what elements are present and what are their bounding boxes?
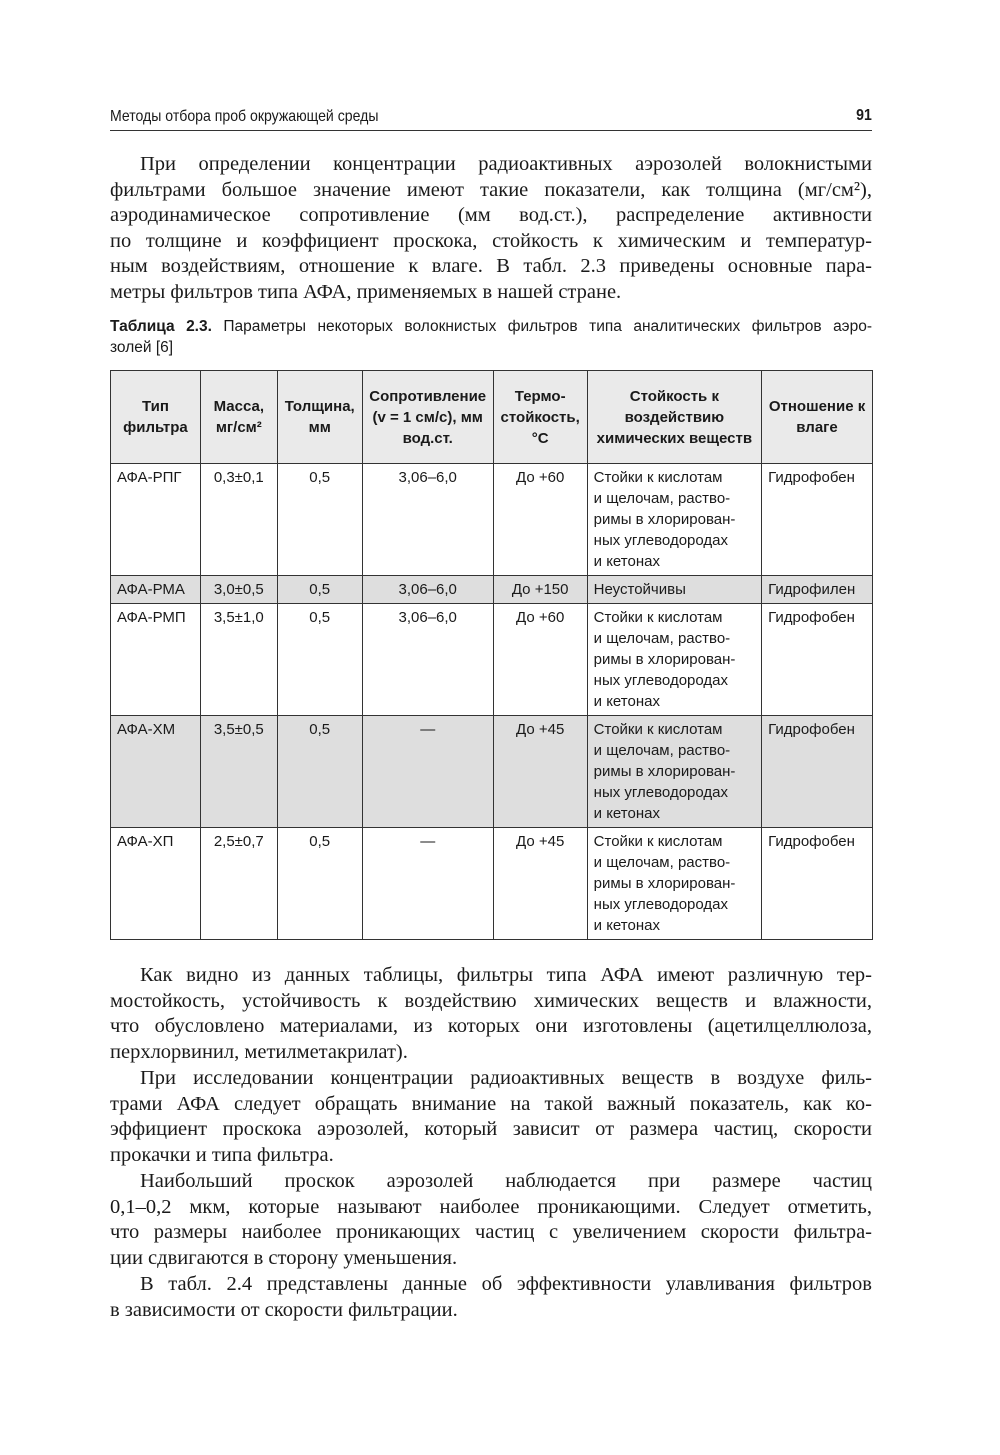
cell-line: римы в хлорирован- — [593, 511, 736, 528]
cell-type: АФА-ХП — [111, 828, 201, 940]
column-header: Стойкость к воздействию химических веществ — [587, 371, 761, 464]
cell-line: Стойки к кислотам — [593, 721, 723, 738]
intro-paragraph — [110, 152, 872, 306]
cell-moisture: Гидрофобен — [762, 604, 873, 716]
cell-resistance: 3,06–6,0 — [362, 464, 493, 576]
cell-line: ных углеводородах — [593, 896, 728, 913]
text-line: При исследовании концентрации радиоактивных веществ в воздухе филь- — [140, 1067, 872, 1089]
text-line: что размеры наиболее проникающих частиц с увеличением скорости фильтра- — [110, 1221, 872, 1244]
cell-chem — [587, 716, 761, 828]
cell-resistance: 3,06–6,0 — [362, 604, 493, 716]
cell-chem — [587, 604, 761, 716]
cell-chem — [587, 576, 761, 604]
text-line: по толщине и коэффициент проскока, стойкость к химическим и температур- — [110, 229, 872, 252]
text-line: трами АФА следует обращать внимание на такой важный показатель, как ко- — [110, 1092, 872, 1115]
cell-resistance: — — [362, 828, 493, 940]
cell-thermo: До +60 — [493, 464, 587, 576]
cell-line: Стойки к кислотам — [593, 609, 723, 626]
cell-line: ных углеводородах — [593, 672, 728, 689]
column-header: Термо- стойкость, °C — [493, 371, 587, 464]
column-header: Тип фильтра — [111, 371, 201, 464]
cell-moisture: Гидрофобен — [762, 828, 873, 940]
caption-label: Таблица 2.3. — [110, 318, 212, 335]
cell-type: АФА-РПГ — [111, 464, 201, 576]
cell-moisture: Гидрофобен — [762, 716, 873, 828]
column-header: Толщина, мм — [277, 371, 362, 464]
cell-line: и кетонах — [593, 917, 660, 934]
text-line: В табл. 2.4 представлены данные об эффективности улавливания фильтров — [140, 1273, 872, 1295]
cell-mass: 3,5±0,5 — [200, 716, 277, 828]
column-header: Сопротивление (v = 1 см/с), мм вод.ст. — [362, 371, 493, 464]
cell-thickness: 0,5 — [277, 828, 362, 940]
table-row — [111, 604, 873, 716]
cell-mass: 3,0±0,5 — [200, 576, 277, 604]
cell-moisture: Гидрофобен — [762, 464, 873, 576]
text-line: эффициент проскока аэрозолей, который зависит от размера частиц, скорости — [110, 1118, 872, 1141]
cell-thermo: До +60 — [493, 604, 587, 716]
cell-line: Стойки к кислотам — [593, 469, 723, 486]
text-line: в зависимости от скорости фильтрации. — [110, 1298, 458, 1321]
table-row — [111, 576, 873, 604]
cell-type: АФА-ХМ — [111, 716, 201, 828]
cell-thickness: 0,5 — [277, 576, 362, 604]
cell-type: АФА-РМА — [111, 576, 201, 604]
cell-line: и щелочам, раство- — [593, 742, 731, 759]
body-paragraph — [110, 1272, 872, 1323]
cell-line: римы в хлорирован- — [593, 875, 736, 892]
cell-line: Стойки к кислотам — [593, 833, 723, 850]
cell-mass: 3,5±1,0 — [200, 604, 277, 716]
cell-type: АФА-РМП — [111, 604, 201, 716]
cell-chem — [587, 828, 761, 940]
filters-table — [110, 370, 873, 940]
cell-line: и кетонах — [593, 693, 660, 710]
text-line: Как видно из данных таблицы, фильтры типа АФА имеют различную тер- — [140, 964, 872, 986]
cell-line: ных углеводородах — [593, 532, 728, 549]
cell-line: и щелочам, раство- — [593, 630, 731, 647]
cell-line: римы в хлорирован- — [593, 651, 736, 668]
column-header: Отношение к влаге — [762, 371, 873, 464]
text-line: метры фильтров типа АФА, применяемых в нашей стране. — [110, 280, 622, 303]
cell-mass: 2,5±0,7 — [200, 828, 277, 940]
cell-thermo: До +150 — [493, 576, 587, 604]
body-paragraph — [110, 1169, 872, 1271]
running-header — [110, 106, 872, 131]
cell-thermo: До +45 — [493, 716, 587, 828]
table-row — [111, 464, 873, 576]
text-line: аэродинамическое сопротивление (мм вод.ст.), распределение активности — [110, 204, 872, 227]
text-line: прокачки и типа фильтра. — [110, 1143, 334, 1166]
page-number: 91 — [856, 107, 872, 124]
caption-line-2: золей [6] — [110, 339, 174, 356]
text-line: что обусловлено материалами, из которых они изготовлены (ацетилцеллюлоза, — [110, 1015, 872, 1038]
text-line: 0,1–0,2 мкм, которые называют наиболее проникающими. Следует отметить, — [110, 1195, 872, 1218]
cell-resistance: — — [362, 716, 493, 828]
caption-line-1: Таблица 2.3. Параметры некоторых волокнистых фильтров типа аналитических фильтров аэро- — [110, 318, 872, 335]
table-row — [111, 828, 873, 940]
cell-moisture: Гидрофилен — [762, 576, 873, 604]
cell-thickness: 0,5 — [277, 716, 362, 828]
cell-line: Неустойчивы — [593, 581, 686, 598]
text-line: ции сдвигаются в сторону уменьшения. — [110, 1246, 458, 1269]
cell-mass: 0,3±0,1 — [200, 464, 277, 576]
text-line: Наибольший проскок аэрозолей наблюдается при размере частиц — [140, 1170, 872, 1192]
table-caption — [110, 316, 872, 358]
text-line: мостойкость, устойчивость к воздействию химических веществ и влажности, — [110, 989, 872, 1012]
cell-line: и кетонах — [593, 805, 660, 822]
cell-thickness: 0,5 — [277, 604, 362, 716]
cell-line: и щелочам, раство- — [593, 490, 731, 507]
table-row — [111, 716, 873, 828]
cell-thickness: 0,5 — [277, 464, 362, 576]
text-line: фильтрами большое значение имеют такие показатели, как толщина (мг/см²), — [110, 178, 872, 201]
cell-thermo: До +45 — [493, 828, 587, 940]
running-header-title: Методы отбора проб окружающей среды — [110, 108, 379, 125]
text-line: ным воздействиям, отношение к влаге. В табл. 2.3 приведены основные пара- — [110, 255, 872, 278]
cell-line: и щелочам, раство- — [593, 854, 731, 871]
body-paragraph — [110, 963, 872, 1065]
cell-line: и кетонах — [593, 553, 660, 570]
text-line: При определении концентрации радиоактивных аэрозолей волокнистыми — [140, 153, 872, 175]
body-paragraph — [110, 1066, 872, 1168]
cell-chem — [587, 464, 761, 576]
column-header: Масса, мг/см² — [200, 371, 277, 464]
table-header-row — [111, 371, 873, 464]
cell-line: римы в хлорирован- — [593, 763, 736, 780]
cell-resistance: 3,06–6,0 — [362, 576, 493, 604]
text-line: перхлорвинил, метилметакрилат). — [110, 1040, 408, 1063]
cell-line: ных углеводородах — [593, 784, 728, 801]
